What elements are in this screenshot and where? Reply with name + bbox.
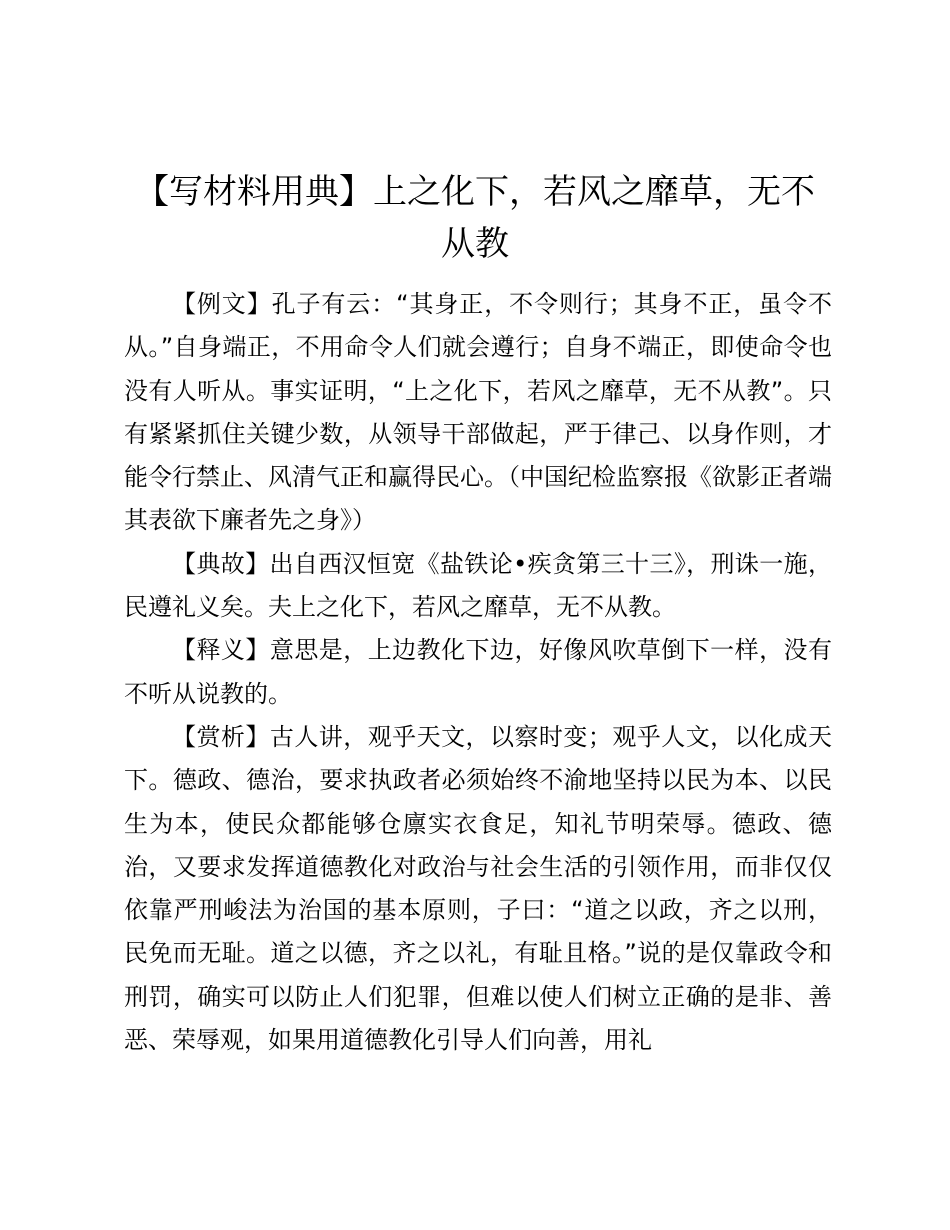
paragraph-meaning [124,629,832,716]
paragraph-example [124,283,832,543]
paragraph-label: 【例文】 [172,290,272,318]
paragraph-text: 意思是，上边教化下边，好像风吹草倒下一样，没有不听从说教的。 [124,636,833,708]
paragraph-text: 孔子有云：“其身正，不令则行；其身不正，虽令不从。”自身端正，不用命令人们就会遵行；自身不端正，即使命令也没有人听从。事实证明，“上之化下，若风之靡草，无不从教”。只有紧紧抓住关键少数，从领导干部做起，严于律己、以身作则，才能令行禁止、风清气正和赢得民心。（中国纪检监察报《欲影正者端其表欲下廉者先之身》） [124,290,832,535]
paragraph-appreciation [124,716,832,1062]
paragraph-label: 【赏析】 [172,722,270,751]
document-body [124,283,832,1062]
document-title: 【写材料用典】上之化下，若风之靡草，无不从教 [135,172,815,264]
paragraph-label: 【释义】 [172,636,270,665]
paragraph-allusion [124,543,832,630]
paragraph-text: 出自西汉恒宽《盐铁论•疾贪第三十三》，刑诛一施，民遵礼义矣。夫上之化下，若风之靡草，无不从教。 [124,549,833,622]
paragraph-text: 古人讲，观乎天文，以察时变；观乎人文，以化成天下。德政、德治，要求执政者必须始终不渝地坚持以民为本、以民生为本，使民众都能够仓廪实衣食足，知礼节明荣辱。德政、德治，又要求发挥道德教化对政治与社会生活的引领作用，而非仅仅依靠严刑峻法为治国的基本原则，子曰：“道之以政，齐之以刑，民免而无耻。道之以德，齐之以礼，有耻且格。”说的是仅靠政令和刑罚，确实可以防止人们犯罪，但难以使人们树立正确的是非、善恶、荣辱观，如果用道德教化引导人们向善，用礼 [124,722,833,1055]
paragraph-label: 【典故】 [172,549,270,578]
